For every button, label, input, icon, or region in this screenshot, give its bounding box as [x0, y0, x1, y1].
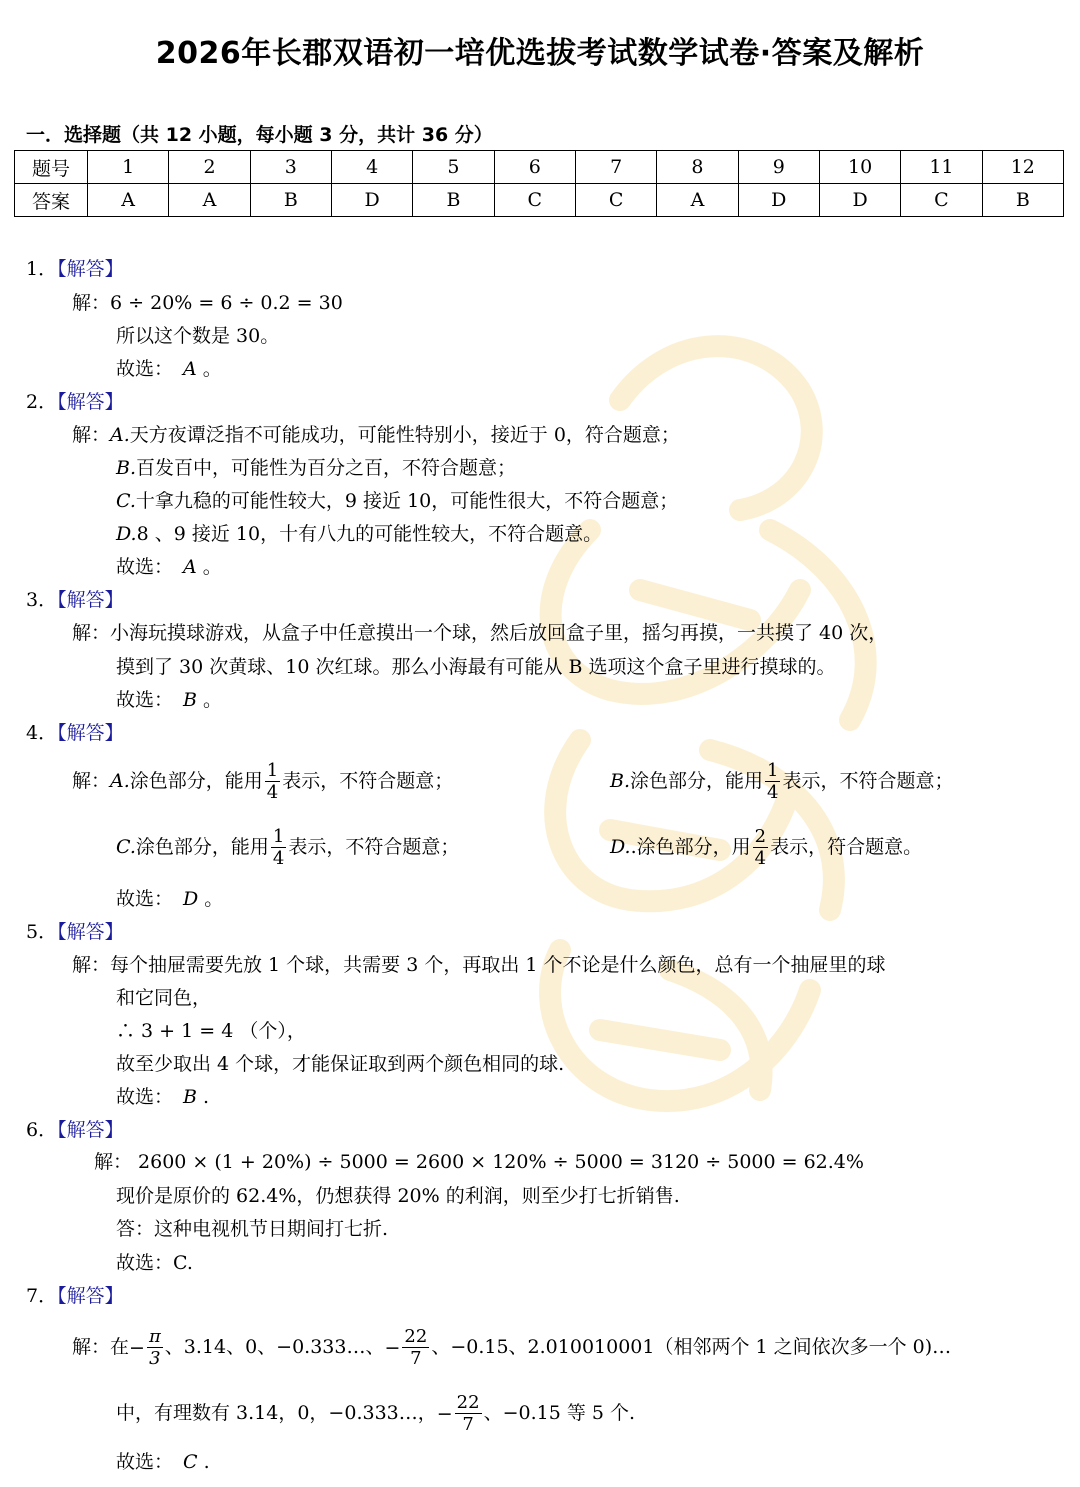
solution-line: [610, 756, 954, 806]
selection-prefix: 故选：: [116, 1451, 174, 1473]
option-text: 表示，不符合题意；: [282, 770, 454, 792]
fraction-denominator: 3: [149, 1348, 161, 1369]
option-text: 表示，不符合题意；: [782, 770, 954, 792]
question-number: 2．: [26, 391, 58, 413]
minus-sign: −: [436, 1403, 453, 1425]
question-heading: [26, 721, 124, 745]
solution-line: 故至少取出 4 个球，才能保证取到两个颜色相同的球.: [116, 1053, 565, 1075]
fraction-numerator: 1: [266, 760, 279, 781]
question-number: 7．: [26, 1285, 58, 1307]
fraction-denominator: 4: [272, 848, 285, 869]
page-title: 2026年长郡双语初一培优选拔考试数学试卷·答案及解析: [155, 36, 925, 71]
selection-answer: B: [183, 1086, 197, 1108]
question-heading: [26, 1284, 124, 1308]
fraction-denominator: 7: [410, 1348, 422, 1369]
answer-tag: 【解答】: [57, 1285, 124, 1307]
selection-answer: C: [183, 1451, 198, 1473]
solution-line: [116, 522, 602, 546]
table-cell: C: [494, 184, 575, 217]
table-cell: 3: [250, 151, 331, 184]
answer-tag: 【解答】: [57, 258, 124, 280]
selection-line: [116, 357, 222, 381]
option-text: 表示，不符合题意；: [288, 836, 460, 858]
option-letter: B.: [610, 770, 631, 792]
option-text: 8 、9 接近 10，十有八九的可能性较大，不符合题意。: [136, 523, 603, 545]
selection-prefix: 故选：: [116, 1086, 174, 1108]
table-cell: 11: [901, 151, 982, 184]
answer-tag: 【解答】: [57, 1119, 124, 1141]
table-cell: 9: [738, 151, 819, 184]
answer-tag: 【解答】: [57, 921, 124, 943]
section-heading: 一．选择题（共 12 小题，每小题 3 分，共计 36 分）: [26, 124, 493, 146]
solution-line: [610, 822, 922, 872]
table-row: [15, 184, 1064, 217]
solution-prefix: 解：: [72, 770, 111, 792]
fraction: [402, 1328, 429, 1368]
fraction-numerator: 1: [272, 826, 285, 847]
solution-prefix: 解：: [72, 292, 111, 314]
option-text: 涂色部分，能用: [129, 770, 263, 792]
option-text: 涂色部分，能用: [630, 770, 764, 792]
table-row: [15, 151, 1064, 184]
option-text: 表示，符合题意。: [770, 836, 923, 858]
table-cell: 7: [575, 151, 656, 184]
selection-prefix: 故选：: [116, 888, 174, 910]
question-number: 3．: [26, 589, 58, 611]
solution-line: 所以这个数是 30。: [116, 325, 280, 347]
table-cell: B: [250, 184, 331, 217]
table-cell: 6: [494, 151, 575, 184]
table-cell: 2: [169, 151, 250, 184]
selection-line: [116, 1085, 209, 1109]
selection-line: [116, 1450, 210, 1474]
answer-tag: 【解答】: [57, 391, 124, 413]
fraction-numerator: 2: [754, 826, 767, 847]
table-cell: A: [88, 184, 169, 217]
table-cell: 5: [413, 151, 494, 184]
solution-line: [116, 822, 459, 872]
selection-line: [116, 688, 222, 712]
fraction-numerator: 22: [404, 1326, 428, 1347]
solution-line: ∴ 3 + 1 = 4 （个），: [116, 1020, 306, 1042]
table-cell: D: [738, 184, 819, 217]
minus-sign: −: [129, 1337, 145, 1359]
table-cell: 4: [331, 151, 412, 184]
option-text: .涂色部分，用: [630, 836, 751, 858]
fraction: [265, 762, 280, 802]
option-letter: B.: [116, 457, 137, 479]
table-cell: B: [413, 184, 494, 217]
option-text: 十拿九稳的可能性较大，9 接近 10，可能性很大，不符合题意；: [135, 490, 679, 512]
selection-suffix: 。: [198, 888, 224, 910]
solution-line: [116, 456, 516, 480]
solution-line: [116, 1388, 635, 1439]
solution-line: 和它同色，: [116, 987, 212, 1009]
table-cell: B: [982, 184, 1063, 217]
option-text: 百发百中，可能性为百分之百，不符合题意；: [136, 457, 517, 479]
solution-line: [116, 489, 678, 513]
solution-line: [72, 756, 453, 806]
fraction-denominator: 4: [754, 848, 767, 869]
minus-sign: −: [384, 1337, 401, 1359]
table-cell: A: [169, 184, 250, 217]
number-list: 、3.14、0、−0.333…、: [164, 1336, 385, 1358]
option-letter: C.: [116, 490, 136, 512]
option-letter: A.: [110, 770, 130, 792]
selection-suffix: 。: [196, 556, 222, 578]
question-heading: [26, 257, 124, 281]
option-text: 涂色部分，能用: [135, 836, 269, 858]
question-heading: [26, 920, 124, 944]
question-number: 6．: [26, 1119, 58, 1141]
question-number: 1．: [26, 258, 58, 280]
question-heading: [26, 390, 124, 414]
solution-text: 、−0.15 等 5 个.: [483, 1402, 636, 1424]
question-heading: [26, 1118, 124, 1142]
solution-line: 解：每个抽屉需要先放 1 个球，共需要 3 个，再取出 1 个不论是什么颜色，总有一个抽屉里的球: [72, 954, 886, 976]
solution-prefix: 解：: [94, 1151, 133, 1173]
selection-line: [116, 887, 223, 911]
selection-prefix: 故选：: [116, 689, 174, 711]
selection-answer: A: [183, 556, 197, 578]
selection-answer: B: [183, 689, 197, 711]
solution-line: 摸到了 30 次黄球、10 次红球。那么小海最有可能从 B 选项这个盒子里进行摸球的。: [116, 656, 836, 678]
answer-tag: 【解答】: [57, 589, 124, 611]
option-letter: A.: [110, 424, 130, 446]
fraction: [753, 828, 768, 868]
fraction: [147, 1328, 163, 1368]
fraction-denominator: 4: [767, 782, 779, 803]
fraction-numerator: 22: [456, 1392, 480, 1413]
math-expression: 6 ÷ 20% = 6 ÷ 0.2 = 30: [110, 292, 343, 314]
question-heading: [26, 588, 124, 612]
table-cell: C: [901, 184, 982, 217]
solution-line: [72, 1322, 951, 1373]
fraction: [765, 762, 780, 802]
solution-prefix: 解：在: [72, 1336, 130, 1358]
selection-line: [116, 555, 222, 579]
solution-line: [72, 423, 680, 447]
table-cell: D: [819, 184, 900, 217]
fraction-denominator: 4: [266, 782, 279, 803]
table-cell: 10: [819, 151, 900, 184]
fraction-denominator: 7: [462, 1414, 474, 1435]
table-cell: 12: [982, 151, 1063, 184]
selection-prefix: 故选：: [116, 358, 174, 380]
fraction-numerator: 1: [767, 760, 779, 781]
table-cell: 1: [88, 151, 169, 184]
selection-answer: D: [183, 888, 199, 910]
table-cell: A: [657, 184, 738, 217]
solution-line: [72, 291, 343, 315]
selection-line: 故选：C.: [116, 1252, 193, 1274]
answer-table: [14, 150, 1064, 217]
fraction-numerator: π: [148, 1326, 161, 1347]
number-list: 、−0.15、2.010010001（相邻两个 1 之间依次多一个 0)…: [431, 1336, 952, 1358]
fraction: [271, 828, 286, 868]
solution-line: [94, 1150, 864, 1174]
solution-line: 答：这种电视机节日期间打七折.: [116, 1218, 389, 1240]
answer-tag: 【解答】: [57, 722, 124, 744]
option-text: 天方夜谭泛指不可能成功，可能性特别小，接近于 0，符合题意；: [129, 424, 680, 446]
question-number: 4．: [26, 722, 58, 744]
table-cell: C: [575, 184, 656, 217]
question-number: 5．: [26, 921, 58, 943]
solution-prefix: 解：: [72, 424, 111, 446]
fraction: [455, 1394, 482, 1434]
option-letter: D.: [116, 523, 137, 545]
table-cell: D: [331, 184, 412, 217]
option-letter: C.: [116, 836, 136, 858]
selection-suffix: 。: [196, 358, 222, 380]
solution-text: 中，有理数有 3.14，0，−0.333…，: [116, 1402, 437, 1424]
selection-suffix: .: [196, 1086, 210, 1108]
math-expression: 2600 × (1 + 20%) ÷ 5000 = 2600 × 120% ÷ 5000 = 3120 ÷ 5000 = 62.4%: [138, 1151, 864, 1173]
table-header-cell: 题号: [15, 151, 88, 184]
selection-suffix: .: [197, 1451, 210, 1473]
selection-answer: A: [183, 358, 197, 380]
solution-line: 解：小海玩摸球游戏，从盒子中任意摸出一个球，然后放回盒子里，摇匀再摸，一共摸了 40 次，: [72, 622, 888, 644]
table-cell: 8: [657, 151, 738, 184]
selection-suffix: 。: [196, 689, 223, 711]
option-letter: D.: [610, 836, 631, 858]
solution-line: 现价是原价的 62.4%，仍想获得 20% 的利润，则至少打七折销售.: [116, 1185, 680, 1207]
table-header-cell: 答案: [15, 184, 88, 217]
selection-prefix: 故选：: [116, 556, 174, 578]
